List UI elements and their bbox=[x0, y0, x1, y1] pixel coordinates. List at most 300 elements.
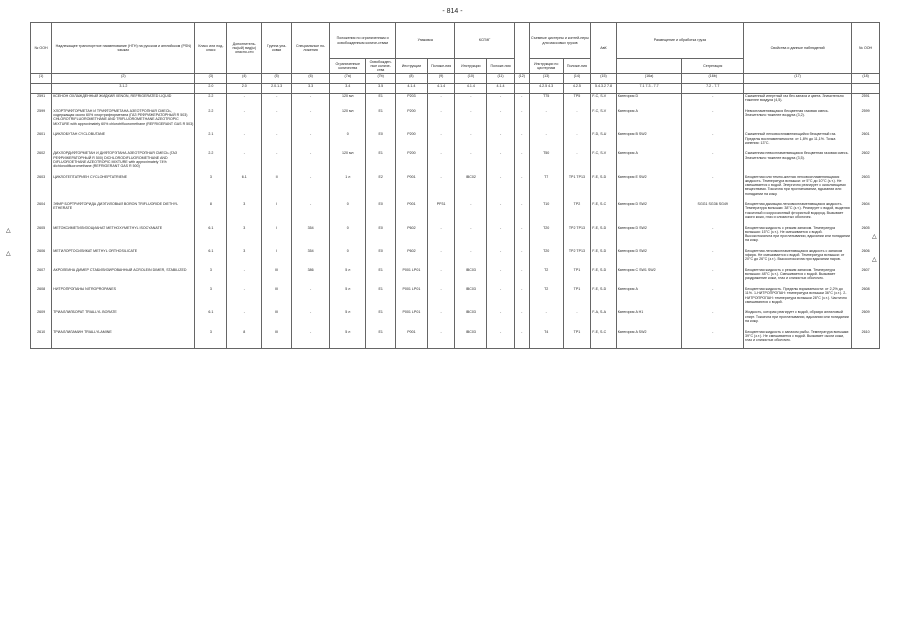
cell-name: ЦИКЛОБУТАН CYCLOBUTANE bbox=[52, 132, 195, 151]
column-reference: 4.1.4 bbox=[455, 83, 487, 93]
cell-eq: E0 bbox=[366, 225, 396, 248]
cell-t: - bbox=[514, 132, 529, 151]
cell-sp: 354 bbox=[292, 225, 330, 248]
cell-seg: - bbox=[682, 287, 744, 310]
cell-ti: T4 bbox=[529, 329, 563, 349]
h-sp: Специальные по-ложения bbox=[292, 23, 330, 74]
cell-no: 2599 bbox=[31, 109, 52, 132]
cell-no: 2607 bbox=[31, 268, 52, 287]
cell-sp: - bbox=[292, 109, 330, 132]
cell-ems: F-E, S-D bbox=[591, 287, 616, 310]
cell-sub: - bbox=[227, 287, 262, 310]
h-tank-prov: Положе-ния bbox=[563, 59, 591, 74]
change-marker-icon: △ bbox=[6, 228, 11, 235]
cell-t: - bbox=[514, 248, 529, 267]
table-row bbox=[31, 132, 880, 151]
cell-pp: - bbox=[427, 225, 455, 248]
cell-tp: - bbox=[563, 151, 591, 174]
cell-pp: - bbox=[427, 310, 455, 329]
column-reference: 5.4.3.2 7.8 bbox=[591, 83, 616, 93]
cell-prop: Жидкость, которая реагирует с водой, образуя аллиловый спирт. Токсична при проглатывании, вдыхании или попадании на кожу. bbox=[744, 310, 852, 329]
cell-cls: 6.1 bbox=[195, 225, 227, 248]
cell-t: - bbox=[514, 225, 529, 248]
table-row bbox=[31, 248, 880, 267]
cell-lq: 0 bbox=[330, 202, 366, 225]
cell-name: ТРИАЛЛИЛАМИН TRIALLYLAMINE bbox=[52, 329, 195, 349]
column-number: (7b) bbox=[366, 73, 396, 83]
h-pack-prov: Положе-ния bbox=[427, 59, 455, 74]
cell-stow: Категория C SW1 SW2 bbox=[616, 268, 682, 287]
cell-sub: 6.1 bbox=[227, 174, 262, 202]
column-references bbox=[31, 83, 880, 93]
h-pg: Группа упа-ковки bbox=[262, 23, 292, 74]
cell-prop: Сжиженный легковоспламеняющийся бесцветный газ. Пределы воспламеняемости: от 1,8% до 11,1%. Точка кипения: 13°C. bbox=[744, 132, 852, 151]
cell-ii: - bbox=[455, 132, 487, 151]
column-number: (3) bbox=[195, 73, 227, 83]
cell-tp: TP1 bbox=[563, 268, 591, 287]
table-row bbox=[31, 310, 880, 329]
h-class: Класс или под-класс bbox=[195, 23, 227, 74]
cell-sp: - bbox=[292, 329, 330, 349]
cell-ii: - bbox=[455, 225, 487, 248]
cell-cls: 3 bbox=[195, 174, 227, 202]
cell-lq: 5 л bbox=[330, 287, 366, 310]
cell-ti: T50 bbox=[529, 151, 563, 174]
cell-ii: - bbox=[455, 202, 487, 225]
column-reference bbox=[744, 83, 852, 93]
cell-no2: 2607 bbox=[852, 268, 880, 287]
cell-cls: 2.2 bbox=[195, 109, 227, 132]
cell-pi: P001 LP01 bbox=[396, 287, 428, 310]
cell-ip: - bbox=[487, 329, 515, 349]
cell-pp: PP31 bbox=[427, 202, 455, 225]
cell-cls: 6.1 bbox=[195, 248, 227, 267]
cell-pi: P001 bbox=[396, 329, 428, 349]
cell-name: КСЕНОН ОХЛАЖДЕННЫЙ ЖИДКИЙ XENON, REFRIGERATED LIQUID bbox=[52, 93, 195, 108]
change-marker-icon: △ bbox=[6, 251, 11, 258]
cell-ti: T20 bbox=[529, 248, 563, 267]
cell-ems: F-D, S-U bbox=[591, 132, 616, 151]
cell-tp: TP1 TP13 bbox=[563, 174, 591, 202]
cell-cls: 3 bbox=[195, 268, 227, 287]
cell-no2: 2591 bbox=[852, 93, 880, 108]
h-lq2: Освобожден-ные количе-ства bbox=[366, 59, 396, 74]
cell-pg: III bbox=[262, 287, 292, 310]
cell-pg: - bbox=[262, 93, 292, 108]
h-pack: Упаковка bbox=[396, 23, 455, 59]
cell-t: - bbox=[514, 202, 529, 225]
column-reference: 2.0 bbox=[227, 83, 262, 93]
column-reference: 3.1.2 bbox=[52, 83, 195, 93]
cell-no: 2605 bbox=[31, 225, 52, 248]
cell-no: 2606 bbox=[31, 248, 52, 267]
cell-stow: Категория D SW2 bbox=[616, 202, 682, 225]
cell-t: - bbox=[514, 329, 529, 349]
cell-pi: P001 bbox=[396, 202, 428, 225]
cell-sub: 8 bbox=[227, 329, 262, 349]
cell-eq: E1 bbox=[366, 310, 396, 329]
cell-seg: - bbox=[682, 329, 744, 349]
cell-sp: - bbox=[292, 132, 330, 151]
cell-sub: - bbox=[227, 132, 262, 151]
column-number: (18) bbox=[852, 73, 880, 83]
cell-ii: - bbox=[455, 109, 487, 132]
cell-ems: F-E, S-D bbox=[591, 248, 616, 267]
cell-pp: - bbox=[427, 329, 455, 349]
cell-pg: I bbox=[262, 202, 292, 225]
h-no: № ООН bbox=[31, 23, 52, 74]
cell-eq: E0 bbox=[366, 132, 396, 151]
cell-lq: 120 мл bbox=[330, 93, 366, 108]
cell-sub: - bbox=[227, 310, 262, 329]
cell-stow: Категория D bbox=[616, 93, 682, 108]
table-row bbox=[31, 109, 880, 132]
cell-pg: - bbox=[262, 109, 292, 132]
cell-sub: 3 bbox=[227, 248, 262, 267]
cell-stow: Категория A bbox=[616, 109, 682, 132]
cell-ems: F-E, S-C bbox=[591, 202, 616, 225]
cell-no: 2610 bbox=[31, 329, 52, 349]
column-number: (7a) bbox=[330, 73, 366, 83]
column-number: (15) bbox=[591, 73, 616, 83]
cell-ii: IBC03 bbox=[455, 268, 487, 287]
cell-ip: - bbox=[487, 202, 515, 225]
column-number: (9) bbox=[427, 73, 455, 83]
cell-lq: 0 bbox=[330, 248, 366, 267]
cell-pg: - bbox=[262, 151, 292, 174]
cell-pi: P602 bbox=[396, 248, 428, 267]
cell-lq: 5 л bbox=[330, 310, 366, 329]
cell-tp: - bbox=[563, 132, 591, 151]
h-pack-instr: Инструкции bbox=[396, 59, 428, 74]
h-name: Надлежащее транспортное наименование (НТН) на русском и английском (PSN) языках bbox=[52, 23, 195, 74]
cell-no2: 2601 bbox=[852, 132, 880, 151]
cell-sub: - bbox=[227, 151, 262, 174]
cell-stow: Категория A bbox=[616, 151, 682, 174]
cell-eq: E0 bbox=[366, 248, 396, 267]
table-row bbox=[31, 268, 880, 287]
cell-t: - bbox=[514, 287, 529, 310]
cell-no2: 2606 bbox=[852, 248, 880, 267]
cell-lq: 120 мл bbox=[330, 151, 366, 174]
cell-ip: - bbox=[487, 287, 515, 310]
cell-tp: TP5 bbox=[563, 93, 591, 108]
cell-name: НИТРОПРОПАНЫ NITROPROPANES bbox=[52, 287, 195, 310]
cell-pp: - bbox=[427, 132, 455, 151]
cell-sub: - bbox=[227, 109, 262, 132]
column-number: (5) bbox=[262, 73, 292, 83]
cell-sub: 3 bbox=[227, 225, 262, 248]
cell-prop: Бесцветная или темно-желтая легковоспламеняющаяся жидкость. Температура вспышки: от 5°C до 10°C (з.т.). Не смешивается с водой. Энергично реагирует с окисляющими веществами. Токсична при проглатывании, вдыхании или попадании на кожу. bbox=[744, 174, 852, 202]
cell-pp: - bbox=[427, 109, 455, 132]
cell-lq: 0 bbox=[330, 132, 366, 151]
table-row bbox=[31, 174, 880, 202]
cell-no: 2609 bbox=[31, 310, 52, 329]
cell-ii: IBC03 bbox=[455, 329, 487, 349]
cell-pi: P203 bbox=[396, 93, 428, 108]
cell-cls: 2.1 bbox=[195, 132, 227, 151]
cell-seg: SGG1 SG36 SG49 bbox=[682, 202, 744, 225]
cell-no: 2601 bbox=[31, 132, 52, 151]
cell-cls: 2.2 bbox=[195, 151, 227, 174]
cell-tp: TP2 TP13 bbox=[563, 225, 591, 248]
h-subrisk: Дополнитель-ны(ый) вид(ы) опасно-сти bbox=[227, 23, 262, 74]
cell-eq: E1 bbox=[366, 151, 396, 174]
cell-lq: 0 bbox=[330, 225, 366, 248]
cell-name: МЕТОКСИМЕТИЛИЗОЦИАНАТ METHOXYMETHYL ISOCYANATE bbox=[52, 225, 195, 248]
column-number: (2) bbox=[52, 73, 195, 83]
cell-name: АКРОЛЕИНА ДИМЕР СТАБИЛИЗИРОВАННЫЙ ACROLEIN DIMER, STABILIZED bbox=[52, 268, 195, 287]
cell-sp: - bbox=[292, 174, 330, 202]
cell-stow: Категория E SW2 bbox=[616, 174, 682, 202]
cell-t: - bbox=[514, 93, 529, 108]
column-reference: 7.2 - 7.7 bbox=[682, 83, 744, 93]
cell-ems: F-A, S-A bbox=[591, 310, 616, 329]
cell-pg: - bbox=[262, 132, 292, 151]
table-row bbox=[31, 93, 880, 108]
cell-sp: 386 bbox=[292, 268, 330, 287]
column-number: (13) bbox=[529, 73, 563, 83]
cell-ti: T2 bbox=[529, 268, 563, 287]
cell-eq: E1 bbox=[366, 93, 396, 108]
cell-pi: P602 bbox=[396, 225, 428, 248]
cell-ems: F-C, S-V bbox=[591, 93, 616, 108]
column-reference: 3.5 bbox=[366, 83, 396, 93]
cell-stow: Категория B SW2 bbox=[616, 132, 682, 151]
cell-stow: Категория A H1 bbox=[616, 310, 682, 329]
cell-seg: - bbox=[682, 132, 744, 151]
cell-ems: F-C, S-V bbox=[591, 109, 616, 132]
cell-prop: Невоспламеняющаяся бесцветная газовая смесь. Значительно тяжелее воздуха (3,2). bbox=[744, 109, 852, 132]
cell-eq: E1 bbox=[366, 268, 396, 287]
column-number: (6) bbox=[292, 73, 330, 83]
column-number: (1) bbox=[31, 73, 52, 83]
cell-pg: III bbox=[262, 329, 292, 349]
cell-no: 2602 bbox=[31, 151, 52, 174]
cell-pi: P001 bbox=[396, 174, 428, 202]
cell-seg: - bbox=[682, 225, 744, 248]
cell-pp: - bbox=[427, 268, 455, 287]
cell-eq: E1 bbox=[366, 109, 396, 132]
cell-ii: IBC03 bbox=[455, 287, 487, 310]
cell-no2: 2608 bbox=[852, 287, 880, 310]
cell-t: - bbox=[514, 174, 529, 202]
cell-ii: IBC03 bbox=[455, 310, 487, 329]
column-number: (17) bbox=[744, 73, 852, 83]
cell-pi: P001 LP01 bbox=[396, 310, 428, 329]
cell-cls: 2.2 bbox=[195, 93, 227, 108]
cell-pg: III bbox=[262, 268, 292, 287]
cell-seg: - bbox=[682, 109, 744, 132]
cell-seg: - bbox=[682, 268, 744, 287]
column-reference: 2.0 bbox=[195, 83, 227, 93]
cell-ti: T2 bbox=[529, 287, 563, 310]
cell-seg: - bbox=[682, 174, 744, 202]
column-reference: 4.1.4 bbox=[487, 83, 515, 93]
table-row bbox=[31, 151, 880, 174]
table-row bbox=[31, 202, 880, 225]
cell-prop: Сжиженная невоспламеняющаяся бесцветная газовая смесь. Значительно тяжелее воздуха (3,5). bbox=[744, 151, 852, 174]
cell-tp: - bbox=[563, 109, 591, 132]
cell-t: - bbox=[514, 109, 529, 132]
cell-pg: I bbox=[262, 225, 292, 248]
cell-name: ЦИКЛОГЕПТАТРИЕН CYCLOHEPTATRIENE bbox=[52, 174, 195, 202]
cell-sp: - bbox=[292, 310, 330, 329]
cell-cls: 3 bbox=[195, 329, 227, 349]
column-number: (16b) bbox=[682, 73, 744, 83]
h-ems: АвК bbox=[591, 23, 616, 74]
cell-ti: - bbox=[529, 310, 563, 329]
change-marker-icon: △ bbox=[872, 234, 877, 241]
cell-ti: T20 bbox=[529, 225, 563, 248]
cell-lq: 5 л bbox=[330, 268, 366, 287]
column-reference: 3.4 bbox=[330, 83, 366, 93]
cell-no2: 2610 bbox=[852, 329, 880, 349]
cell-name: ДИХЛОРДИФТОРМЕТАН И ДИФТОРЭТАНА АЗЕОТРОПНАЯ СМЕСЬ (ГАЗ РЕФРИЖЕРАТОРНЫЙ R 500) DICHLORODIFLUOROMETHANE AND DIFLUOROETHANE AZEOTROPIC MIXTURE with approximately 74% dichlorodifluoromethane (REFRIGERANT GAS R 500) bbox=[52, 151, 195, 174]
cell-ems: F-E, S-D bbox=[591, 174, 616, 202]
cell-pi: P200 bbox=[396, 132, 428, 151]
cell-sp: - bbox=[292, 151, 330, 174]
cell-t: - bbox=[514, 151, 529, 174]
h-tank-instr: Инструкции по цистернам bbox=[529, 59, 563, 74]
cell-no: 2608 bbox=[31, 287, 52, 310]
cell-ip: - bbox=[487, 248, 515, 267]
cell-stow: Категория A bbox=[616, 287, 682, 310]
cell-name: ЭФИР БОРТРИФТОРИДА ДИЭТИЛОВЫЙ BORON TRIFLUORIDE DIETHYL ETHERATE bbox=[52, 202, 195, 225]
cell-prop: Бесцветная легковоспламеняющаяся жидкость с запахом эфира. Не смешивается с водой. Температура вспышки: от 20°C до 26°C (з.т.). Высокотоксична при вдыхании паров. bbox=[744, 248, 852, 267]
cell-ems: F-E, S-C bbox=[591, 329, 616, 349]
column-reference: 7.1 7.3 - 7.7 bbox=[616, 83, 682, 93]
dangerous-goods-table bbox=[30, 22, 880, 349]
cell-ems: F-C, S-V bbox=[591, 151, 616, 174]
cell-lq: 1 л bbox=[330, 174, 366, 202]
column-reference: 4.1.4 bbox=[427, 83, 455, 93]
cell-prop: Бесцветная жидкость с резким запахом. Температура вспышки: 15°C (з.т.). Не смешивается с водой. Высокотоксична при проглатывании, вдыхании или попадании на кожу. bbox=[744, 225, 852, 248]
cell-pp: - bbox=[427, 248, 455, 267]
h-ibc: КСГМГ bbox=[455, 23, 514, 59]
cell-pg: I bbox=[262, 248, 292, 267]
cell-name: МЕТИЛОРТОСИЛИКАТ METHYL ORTHOSILICATE bbox=[52, 248, 195, 267]
column-reference: 4.1.4 bbox=[396, 83, 428, 93]
cell-ip: - bbox=[487, 132, 515, 151]
cell-stow: Категория A SW2 bbox=[616, 329, 682, 349]
cell-pp: - bbox=[427, 93, 455, 108]
cell-tp: TP1 bbox=[563, 329, 591, 349]
cell-seg: - bbox=[682, 151, 744, 174]
cell-t: - bbox=[514, 268, 529, 287]
cell-tp: - bbox=[563, 310, 591, 329]
cell-prop: Сжиженный инертный газ без запаха и цвета. Значительно тяжелее воздуха (4,5). bbox=[744, 93, 852, 108]
cell-t: - bbox=[514, 310, 529, 329]
h-ibc-prov: Положе-ния bbox=[487, 59, 515, 74]
cell-ti: T7 bbox=[529, 174, 563, 202]
cell-sp: - bbox=[292, 202, 330, 225]
cell-ems: F-E, S-D bbox=[591, 225, 616, 248]
cell-no2: 2604 bbox=[852, 202, 880, 225]
cell-ii: - bbox=[455, 93, 487, 108]
cell-seg: - bbox=[682, 248, 744, 267]
cell-tp: TP2 bbox=[563, 202, 591, 225]
column-reference: 3.3 bbox=[292, 83, 330, 93]
h-lq: Положения по ограниченным и освобожденным количе-ствам bbox=[330, 23, 396, 59]
cell-ip: - bbox=[487, 151, 515, 174]
page-number: - 814 - bbox=[442, 8, 463, 15]
cell-cls: 6.1 bbox=[195, 310, 227, 329]
h-lq1: Ограниченные количества bbox=[330, 59, 366, 74]
column-reference: 2.0.1.3 bbox=[262, 83, 292, 93]
cell-ip: - bbox=[487, 268, 515, 287]
cell-eq: E1 bbox=[366, 287, 396, 310]
cell-cls: 8 bbox=[195, 202, 227, 225]
cell-no: 2604 bbox=[31, 202, 52, 225]
cell-prop: Бесцветная жидкость. Пределы взрываемости: от 2,2% до 11%. 1-НИТРОПРОПАН: температура вспышки 36°C (з.т.). 2-НИТРОПРОПАН: температура вспышки 28°C (з.т.). Частично смешиваются с водой. bbox=[744, 287, 852, 310]
cell-ti: T75 bbox=[529, 93, 563, 108]
cell-stow: Категория D SW2 bbox=[616, 225, 682, 248]
h-ibc-instr: Инструкции bbox=[455, 59, 487, 74]
h-tank: Съемные цистерны и контей-неры для массовых грузов bbox=[529, 23, 591, 59]
cell-no2: 2599 bbox=[852, 109, 880, 132]
cell-prop: Бесцветная жидкость с резким запахом. Температура вспышки: 48°C (з.т.). Смешивается с водой. Вызывает раздражение кожи, глаз и слизистых оболочек. bbox=[744, 268, 852, 287]
cell-lq: 5 л bbox=[330, 329, 366, 349]
h-prop: Свойства и данные наблюдений bbox=[744, 23, 852, 74]
change-marker-icon: △ bbox=[872, 257, 877, 264]
cell-ems: F-E, S-D bbox=[591, 268, 616, 287]
column-number: (10) bbox=[455, 73, 487, 83]
column-reference bbox=[852, 83, 880, 93]
cell-ti: - bbox=[529, 132, 563, 151]
cell-sub: - bbox=[227, 93, 262, 108]
h-stow: Размещение и обработка груза bbox=[616, 23, 743, 59]
cell-ip: - bbox=[487, 109, 515, 132]
h-seg: Сегрегация bbox=[682, 59, 744, 74]
cell-name: ТРИАЛЛИЛБОРАТ TRIALLYL BORATE bbox=[52, 310, 195, 329]
cell-pi: P200 bbox=[396, 151, 428, 174]
cell-ii: - bbox=[455, 151, 487, 174]
table-row bbox=[31, 225, 880, 248]
cell-stow: Категория D SW2 bbox=[616, 248, 682, 267]
cell-eq: E0 bbox=[366, 202, 396, 225]
cell-ti: T10 bbox=[529, 202, 563, 225]
table-row bbox=[31, 329, 880, 349]
column-number: (8) bbox=[396, 73, 428, 83]
cell-sp: - bbox=[292, 93, 330, 108]
cell-sp: 354 bbox=[292, 248, 330, 267]
cell-pg: III bbox=[262, 310, 292, 329]
cell-no2: 2602 bbox=[852, 151, 880, 174]
h-stow-a bbox=[616, 59, 682, 74]
h-no2: № ООН bbox=[852, 23, 880, 74]
column-reference bbox=[31, 83, 52, 93]
column-number: (12) bbox=[514, 73, 529, 83]
cell-pi: P200 bbox=[396, 109, 428, 132]
cell-no: 2603 bbox=[31, 174, 52, 202]
cell-seg: - bbox=[682, 93, 744, 108]
h-blank bbox=[514, 23, 529, 74]
cell-ip: - bbox=[487, 310, 515, 329]
column-number: (16a) bbox=[616, 73, 682, 83]
cell-cls: 3 bbox=[195, 287, 227, 310]
cell-no2: 2609 bbox=[852, 310, 880, 329]
cell-sp: - bbox=[292, 287, 330, 310]
column-number: (11) bbox=[487, 73, 515, 83]
cell-ii: - bbox=[455, 248, 487, 267]
cell-ti: - bbox=[529, 109, 563, 132]
cell-pp: - bbox=[427, 287, 455, 310]
table-row bbox=[31, 287, 880, 310]
column-reference: 4.2.5 4.3 bbox=[529, 83, 563, 93]
cell-no: 2591 bbox=[31, 93, 52, 108]
cell-pg: II bbox=[262, 174, 292, 202]
